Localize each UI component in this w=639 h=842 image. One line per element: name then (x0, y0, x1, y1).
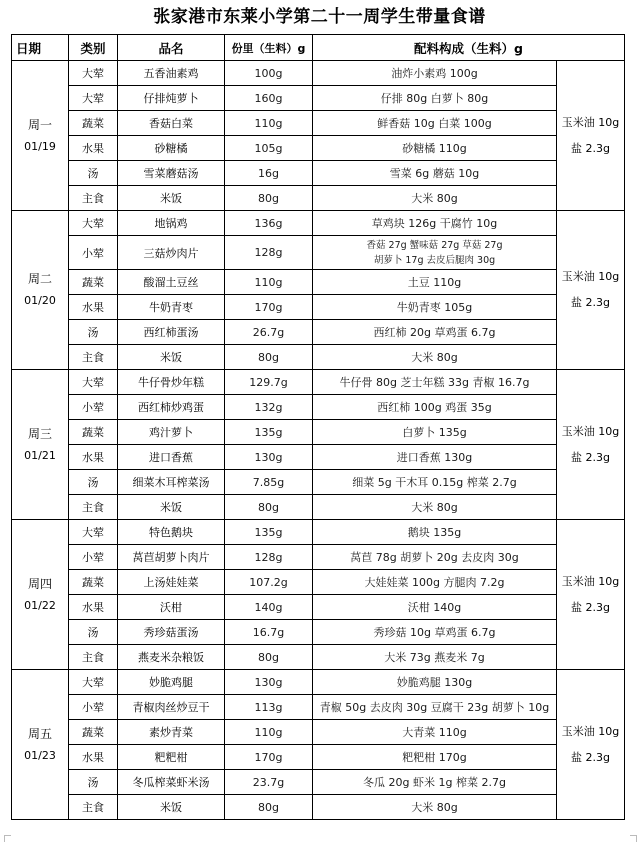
ingredients-cell: 仔排 80g 白萝卜 80g (313, 86, 557, 111)
dish-cell: 米饭 (118, 345, 225, 370)
dish-cell: 地锅鸡 (118, 211, 225, 236)
dish-cell: 牛仔骨炒年糕 (118, 370, 225, 395)
dish-cell: 西红柿蛋汤 (118, 320, 225, 345)
category-cell: 汤 (69, 620, 118, 645)
condiment-line: 盐 2.3g (571, 750, 610, 764)
ingredients-cell: 秀珍菇 10g 草鸡蛋 6.7g (313, 620, 557, 645)
category-cell: 主食 (69, 186, 118, 211)
condiments-cell (557, 520, 625, 670)
category-cell: 汤 (69, 470, 118, 495)
header-dish: 品名 (118, 35, 225, 61)
dish-cell: 米饭 (118, 495, 225, 520)
condiment-line: 玉米油 10g (561, 270, 620, 283)
table-row (12, 86, 625, 111)
dish-cell: 上汤娃娃菜 (118, 570, 225, 595)
dish-cell: 妙脆鸡腿 (118, 670, 225, 695)
table-row (12, 211, 625, 236)
dish-cell: 沃柑 (118, 595, 225, 620)
portion-cell: 110g (225, 270, 313, 295)
category-cell: 蔬菜 (69, 420, 118, 445)
dish-cell: 仔排炖萝卜 (118, 86, 225, 111)
table-row (12, 445, 625, 470)
condiment-line: 盐 2.3g (571, 450, 610, 464)
dish-cell: 细菜木耳榨菜汤 (118, 470, 225, 495)
ingredients-cell: 鲜香菇 10g 白菜 100g (313, 111, 557, 136)
portion-cell: 26.7g (225, 320, 313, 345)
portion-cell: 80g (225, 495, 313, 520)
table-row (12, 61, 625, 86)
category-cell: 主食 (69, 495, 118, 520)
table-row (12, 570, 625, 595)
portion-cell: 140g (225, 595, 313, 620)
portion-cell: 128g (225, 545, 313, 570)
dish-cell: 雪菜蘑菇汤 (118, 161, 225, 186)
category-cell: 蔬菜 (69, 570, 118, 595)
portion-cell: 128g (225, 236, 313, 270)
day-name: 周一 (27, 117, 52, 132)
condiment-line: 玉米油 10g (561, 724, 620, 738)
ingredients-cell: 大米 80g (313, 795, 557, 820)
condiment-line: 玉米油 10g (561, 424, 620, 438)
day-cell (12, 370, 69, 520)
category-cell: 汤 (69, 770, 118, 795)
page-corner-mark (630, 835, 637, 842)
portion-cell: 16.7g (225, 620, 313, 645)
condiments-cell (557, 211, 625, 370)
dish-cell: 进口香蕉 (118, 445, 225, 470)
condiment-line: 玉米油 10g (561, 115, 620, 129)
ingredients-cell: 牛仔骨 80g 芝士年糕 33g 青椒 16.7g (313, 370, 557, 395)
dish-cell: 素炒青菜 (118, 720, 225, 745)
portion-cell: 80g (225, 186, 313, 211)
portion-cell: 23.7g (225, 770, 313, 795)
category-cell: 主食 (69, 795, 118, 820)
dish-cell: 秀珍菇蛋汤 (118, 620, 225, 645)
category-cell: 大荤 (69, 520, 118, 545)
table-row (12, 345, 625, 370)
header-ingredients: 配料构成（生料）g (313, 35, 625, 61)
header-portion: 份里（生料）g (225, 35, 313, 61)
dish-cell: 米饭 (118, 186, 225, 211)
category-cell: 水果 (69, 745, 118, 770)
dish-cell: 西红柿炒鸡蛋 (118, 395, 225, 420)
day-cell (12, 670, 69, 820)
dish-cell: 特色鹅块 (118, 520, 225, 545)
table-row (12, 720, 625, 745)
ingredients-cell: 牛奶青枣 105g (313, 295, 557, 320)
dish-cell: 冬瓜榨菜虾米汤 (118, 770, 225, 795)
category-cell: 水果 (69, 136, 118, 161)
ingredients-cell: 大青菜 110g (313, 720, 557, 745)
table-row (12, 795, 625, 820)
day-name: 周三 (27, 426, 52, 441)
ingredients-cell: 大米 80g (313, 186, 557, 211)
table-row (12, 745, 625, 770)
ingredients-cell: 雪菜 6g 蘑菇 10g (313, 161, 557, 186)
header-row (12, 35, 625, 61)
ingredients-cell: 大米 80g (313, 345, 557, 370)
page-corner-mark (4, 835, 11, 842)
condiment-line: 盐 2.3g (571, 141, 610, 155)
menu-table (11, 34, 625, 820)
ingredients-cell: 白萝卜 135g (313, 420, 557, 445)
ingredient-line: 香菇 27g 蟹味菇 27g 草菇 27g (366, 239, 503, 251)
portion-cell: 100g (225, 61, 313, 86)
table-row (12, 270, 625, 295)
ingredients-cell: 青椒 50g 去皮肉 30g 豆腐干 23g 胡萝卜 10g (313, 695, 557, 720)
category-cell: 小荤 (69, 545, 118, 570)
table-row (12, 420, 625, 445)
category-cell: 主食 (69, 645, 118, 670)
ingredients-cell (313, 236, 557, 270)
ingredients-cell: 土豆 110g (313, 270, 557, 295)
ingredients-cell: 砂糖橘 110g (313, 136, 557, 161)
table-row (12, 595, 625, 620)
table-row (12, 236, 625, 270)
category-cell: 蔬菜 (69, 111, 118, 136)
portion-cell: 80g (225, 345, 313, 370)
table-row (12, 495, 625, 520)
table-row (12, 770, 625, 795)
portion-cell: 80g (225, 645, 313, 670)
portion-cell: 113g (225, 695, 313, 720)
table-row (12, 320, 625, 345)
portion-cell: 130g (225, 670, 313, 695)
day-date: 01/23 (24, 748, 56, 762)
dish-cell: 砂糖橘 (118, 136, 225, 161)
day-date: 01/21 (24, 448, 56, 462)
ingredients-cell: 西红柿 20g 草鸡蛋 6.7g (313, 320, 557, 345)
ingredients-cell: 油炸小素鸡 100g (313, 61, 557, 86)
ingredients-cell: 沃柑 140g (313, 595, 557, 620)
table-row (12, 370, 625, 395)
portion-cell: 130g (225, 445, 313, 470)
portion-cell: 160g (225, 86, 313, 111)
dish-cell: 酸溜土豆丝 (118, 270, 225, 295)
table-row (12, 545, 625, 570)
day-date: 01/19 (24, 139, 56, 153)
table-row (12, 670, 625, 695)
dish-cell: 三菇炒肉片 (118, 236, 225, 270)
category-cell: 小荤 (69, 695, 118, 720)
day-name: 周五 (27, 726, 52, 741)
table-row (12, 295, 625, 320)
category-cell: 主食 (69, 345, 118, 370)
ingredients-cell: 鹅块 135g (313, 520, 557, 545)
dish-cell: 牛奶青枣 (118, 295, 225, 320)
category-cell: 大荤 (69, 670, 118, 695)
ingredients-cell: 大娃娃菜 100g 方腿肉 7.2g (313, 570, 557, 595)
portion-cell: 110g (225, 111, 313, 136)
category-cell: 汤 (69, 320, 118, 345)
category-cell: 小荤 (69, 236, 118, 270)
menu-body (12, 61, 625, 820)
ingredients-cell: 妙脆鸡腿 130g (313, 670, 557, 695)
day-cell (12, 520, 69, 670)
ingredients-cell: 莴苣 78g 胡萝卜 20g 去皮肉 30g (313, 545, 557, 570)
table-row (12, 695, 625, 720)
dish-cell: 青椒肉丝炒豆干 (118, 695, 225, 720)
dish-cell: 鸡汁萝卜 (118, 420, 225, 445)
table-row (12, 395, 625, 420)
table-row (12, 520, 625, 545)
category-cell: 水果 (69, 295, 118, 320)
header-category: 类别 (69, 35, 118, 61)
portion-cell: 7.85g (225, 470, 313, 495)
condiment-line: 盐 2.3g (571, 600, 610, 614)
category-cell: 大荤 (69, 211, 118, 236)
day-name: 周四 (27, 576, 52, 591)
portion-cell: 136g (225, 211, 313, 236)
table-row (12, 161, 625, 186)
page-title: 张家港市东莱小学第二十一周学生带量食谱 (153, 7, 486, 27)
portion-cell: 80g (225, 795, 313, 820)
table-row (12, 111, 625, 136)
category-cell: 水果 (69, 445, 118, 470)
day-date: 01/22 (24, 598, 56, 612)
category-cell: 小荤 (69, 395, 118, 420)
category-cell: 蔬菜 (69, 720, 118, 745)
portion-cell: 16g (225, 161, 313, 186)
category-cell: 汤 (69, 161, 118, 186)
day-date: 01/20 (24, 294, 56, 307)
condiment-line: 盐 2.3g (571, 296, 610, 309)
ingredients-cell: 冬瓜 20g 虾米 1g 榨菜 2.7g (313, 770, 557, 795)
table-row (12, 186, 625, 211)
portion-cell: 135g (225, 420, 313, 445)
category-cell: 大荤 (69, 86, 118, 111)
category-cell: 水果 (69, 595, 118, 620)
table-row (12, 645, 625, 670)
dish-cell: 米饭 (118, 795, 225, 820)
ingredients-cell: 草鸡块 126g 干腐竹 10g (313, 211, 557, 236)
ingredients-cell: 西红柿 100g 鸡蛋 35g (313, 395, 557, 420)
dish-cell: 燕麦米杂粮饭 (118, 645, 225, 670)
portion-cell: 170g (225, 745, 313, 770)
ingredients-cell: 细菜 5g 干木耳 0.15g 榨菜 2.7g (313, 470, 557, 495)
ingredients-cell: 进口香蕉 130g (313, 445, 557, 470)
portion-cell: 170g (225, 295, 313, 320)
table-row (12, 136, 625, 161)
ingredient-line: 胡萝卜 17g 去皮后腿肉 30g (373, 254, 496, 266)
portion-cell: 129.7g (225, 370, 313, 395)
table-row (12, 470, 625, 495)
portion-cell: 105g (225, 136, 313, 161)
portion-cell: 107.2g (225, 570, 313, 595)
condiments-cell (557, 670, 625, 820)
day-name: 周二 (27, 272, 52, 286)
ingredients-cell: 粑粑柑 170g (313, 745, 557, 770)
day-cell (12, 61, 69, 211)
category-cell: 大荤 (69, 370, 118, 395)
portion-cell: 110g (225, 720, 313, 745)
dish-cell: 莴苣胡萝卜肉片 (118, 545, 225, 570)
condiments-cell (557, 61, 625, 211)
condiment-line: 玉米油 10g (561, 574, 620, 588)
ingredients-cell: 大米 73g 燕麦米 7g (313, 645, 557, 670)
dish-cell: 香菇白菜 (118, 111, 225, 136)
header-date: 日期 (12, 35, 69, 61)
dish-cell: 五香油素鸡 (118, 61, 225, 86)
portion-cell: 132g (225, 395, 313, 420)
ingredients-cell: 大米 80g (313, 495, 557, 520)
condiments-cell (557, 370, 625, 520)
portion-cell: 135g (225, 520, 313, 545)
table-row (12, 620, 625, 645)
category-cell: 蔬菜 (69, 270, 118, 295)
day-cell (12, 211, 69, 370)
dish-cell: 粑粑柑 (118, 745, 225, 770)
category-cell: 大荤 (69, 61, 118, 86)
